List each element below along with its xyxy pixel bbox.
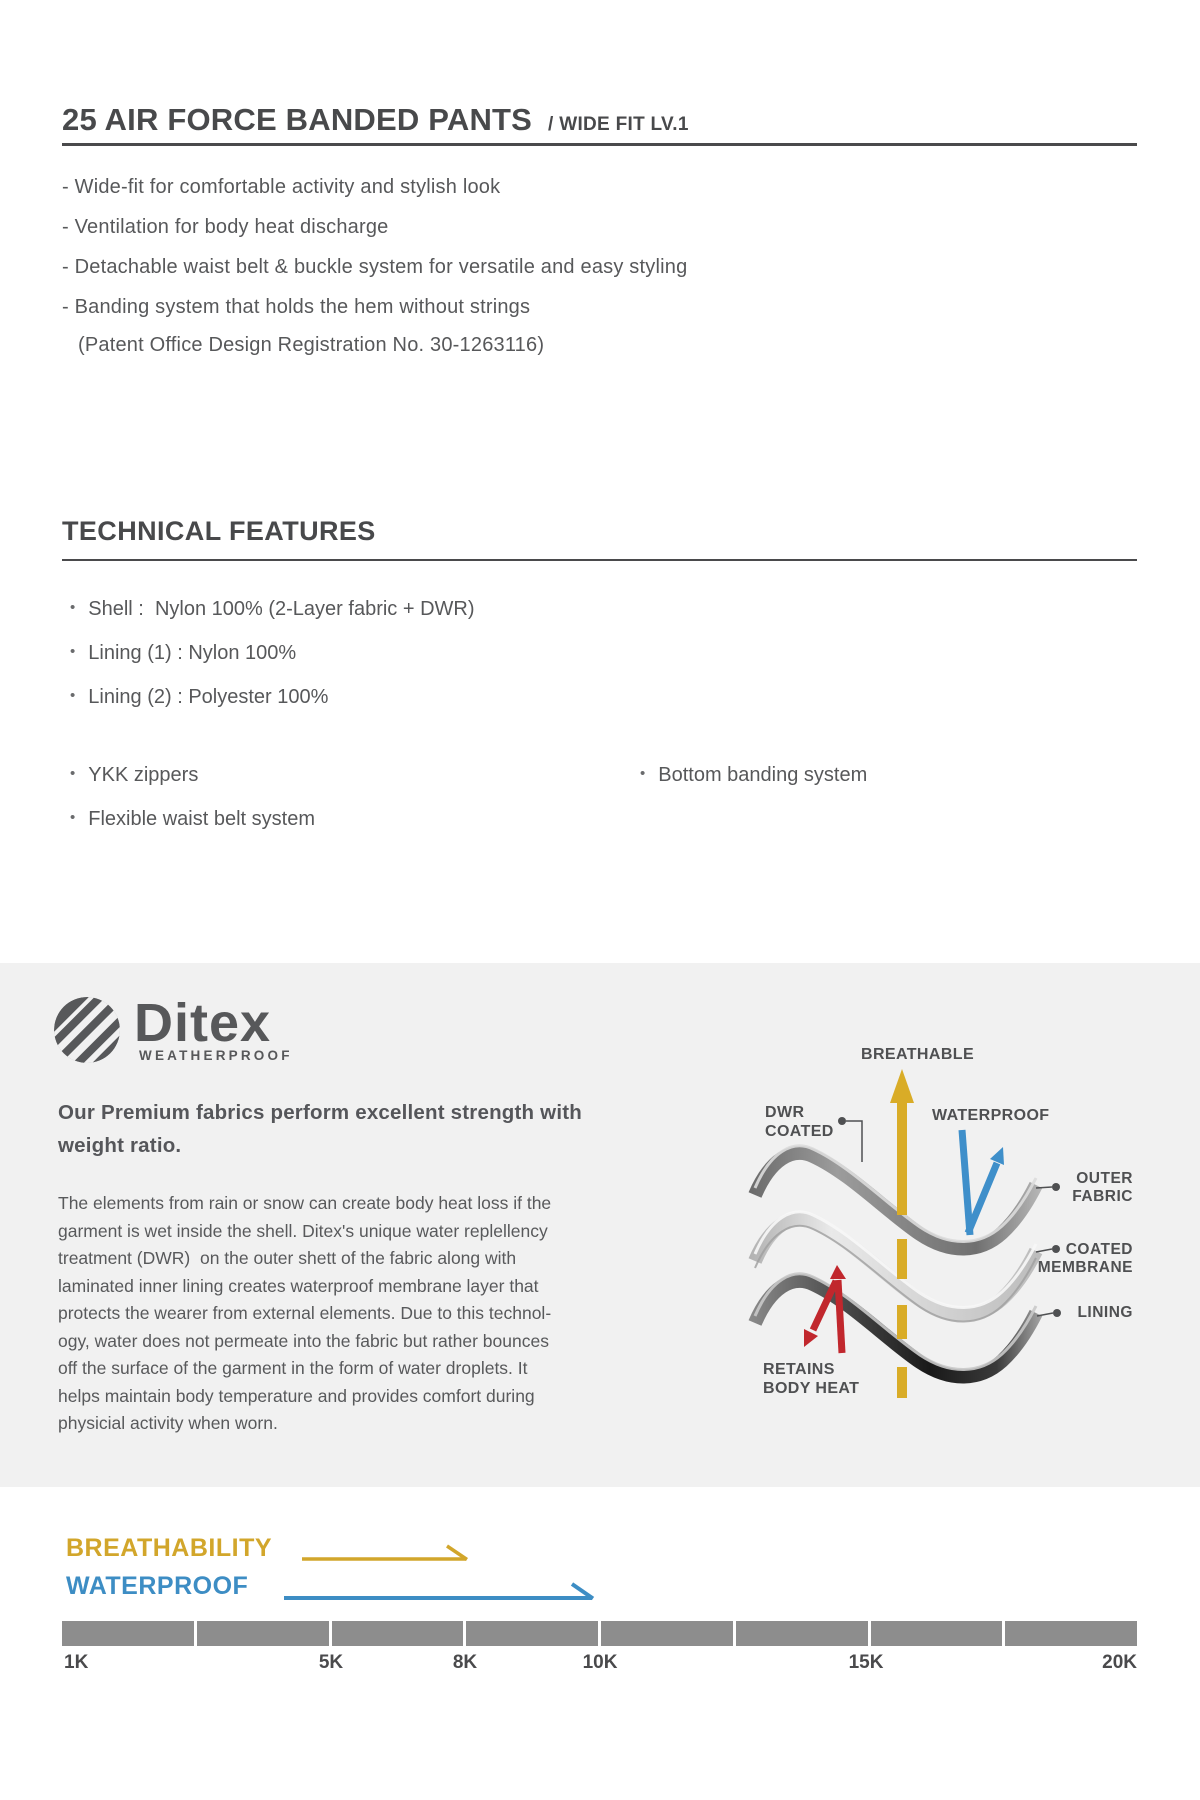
scale-tick: 20K (1102, 1652, 1137, 1673)
fabric-headline: Our Premium fabrics perform excellent strength with weight ratio. (58, 1101, 582, 1157)
title-underline (62, 143, 1137, 146)
dwr-connector-line (838, 1117, 862, 1162)
scale-tick: 1K (64, 1652, 89, 1673)
body-line: protects the wearer from external elements. Due to this technol- (58, 1303, 552, 1323)
material-text: Shell : Nylon 100% (2-Layer fabric + DWR) (88, 598, 475, 620)
rating-scale-bar (62, 1621, 1137, 1646)
feature-line: - Banding system that holds the hem without strings (62, 296, 531, 318)
performance-arrow-lines (0, 1530, 700, 1620)
scale-tick: 5K (318, 1652, 344, 1673)
brand-tagline: WEATHERPROOF (139, 1048, 293, 1063)
bullet-icon: • (70, 643, 76, 660)
fabric-description (58, 1190, 678, 1438)
feature-line: - Ventilation for body heat discharge (62, 216, 389, 238)
scale-tick: 8K (452, 1652, 478, 1673)
retains-body-heat-label (763, 1360, 859, 1398)
scale-segment (1005, 1621, 1137, 1646)
feature-text: Flexible waist belt system (88, 808, 316, 830)
body-line: physicial activity when worn. (58, 1413, 278, 1433)
scale-segment (466, 1621, 598, 1646)
bullet-icon: • (70, 687, 76, 704)
bullet-icon: • (640, 765, 646, 782)
material-row (70, 686, 328, 709)
body-line: laminated inner lining creates waterproof membrane layer that (58, 1275, 539, 1296)
feature-text: YKK zippers (88, 764, 199, 786)
body-line: The elements from rain or snow can create body heat loss if the (58, 1193, 552, 1213)
brand-name: Ditex (134, 993, 272, 1053)
material-row (70, 642, 296, 665)
waterproof-arrow-line-icon (284, 1584, 593, 1599)
feature-row (640, 764, 867, 787)
material-text: Lining (1) : Nylon 100% (88, 642, 297, 664)
feature-row (70, 764, 198, 787)
bullet-icon: • (70, 765, 76, 782)
body-line: treatment (DWR) on the outer shett of the fabric along with (58, 1248, 517, 1268)
outer-fabric-label: OUTER FABRIC (1072, 1170, 1133, 1205)
scale-segment (871, 1621, 1003, 1646)
waterproof-scale-label: WATERPROOF (66, 1572, 249, 1600)
body-line: ogy, water does not permeate into the fabric but rather bounces (58, 1330, 549, 1351)
bullet-icon: • (70, 599, 76, 616)
breathable-label: BREATHABLE (861, 1046, 975, 1063)
scale-segment (332, 1621, 464, 1646)
bullet-icon: • (70, 809, 76, 826)
page-title: 25 AIR FORCE BANDED PANTS (62, 102, 533, 137)
membrane-layer (755, 1212, 1036, 1322)
lining-label: LINING (1077, 1304, 1133, 1321)
ditex-logo-icon (54, 997, 120, 1063)
scale-segment (736, 1621, 868, 1646)
technical-underline (62, 559, 1137, 561)
feature-text: Bottom banding system (658, 764, 868, 786)
scale-segment (601, 1621, 733, 1646)
patent-note: (Patent Office Design Registration No. 30-1263116) (78, 334, 545, 356)
dwr-line: COATED (765, 1123, 834, 1140)
feature-line: - Detachable waist belt & buckle system for versatile and easy styling (62, 256, 688, 278)
retains-line: BODY HEAT (763, 1380, 860, 1397)
feature-row (70, 808, 315, 831)
material-row (70, 598, 475, 621)
dwr-coated-label (765, 1103, 834, 1141)
retains-line: RETAINS (763, 1361, 835, 1378)
technical-features-heading: TECHNICAL FEATURES (62, 516, 376, 546)
title-row (62, 102, 689, 138)
fabric-layers-diagram (650, 1035, 1070, 1415)
body-line: off the surface of the garment in the form of water droplets. It (58, 1358, 528, 1378)
material-text: Lining (2) : Polyester 100% (88, 686, 329, 708)
scale-segment (62, 1621, 194, 1646)
dwr-line: DWR (765, 1104, 805, 1121)
coated-membrane-label: COATED MEMBRANE (1037, 1241, 1133, 1276)
feature-line: - Wide-fit for comfortable activity and stylish look (62, 176, 501, 198)
waterproof-arrow-icon (962, 1130, 1004, 1235)
breathability-label: BREATHABILITY (66, 1534, 273, 1562)
outer-fabric-layer (755, 1146, 1036, 1249)
scale-tick: 15K (848, 1652, 884, 1673)
scale-segment (197, 1621, 329, 1646)
scale-tick: 10K (582, 1652, 618, 1673)
body-line: garment is wet inside the shell. Ditex's unique water replellency (58, 1220, 548, 1241)
body-line: helps maintain body temperature and provides comfort during (58, 1385, 535, 1406)
fit-level-label: / WIDE FIT LV.1 (548, 114, 689, 135)
waterproof-label: WATERPROOF (932, 1107, 1050, 1124)
breathability-arrow-icon (302, 1546, 467, 1560)
